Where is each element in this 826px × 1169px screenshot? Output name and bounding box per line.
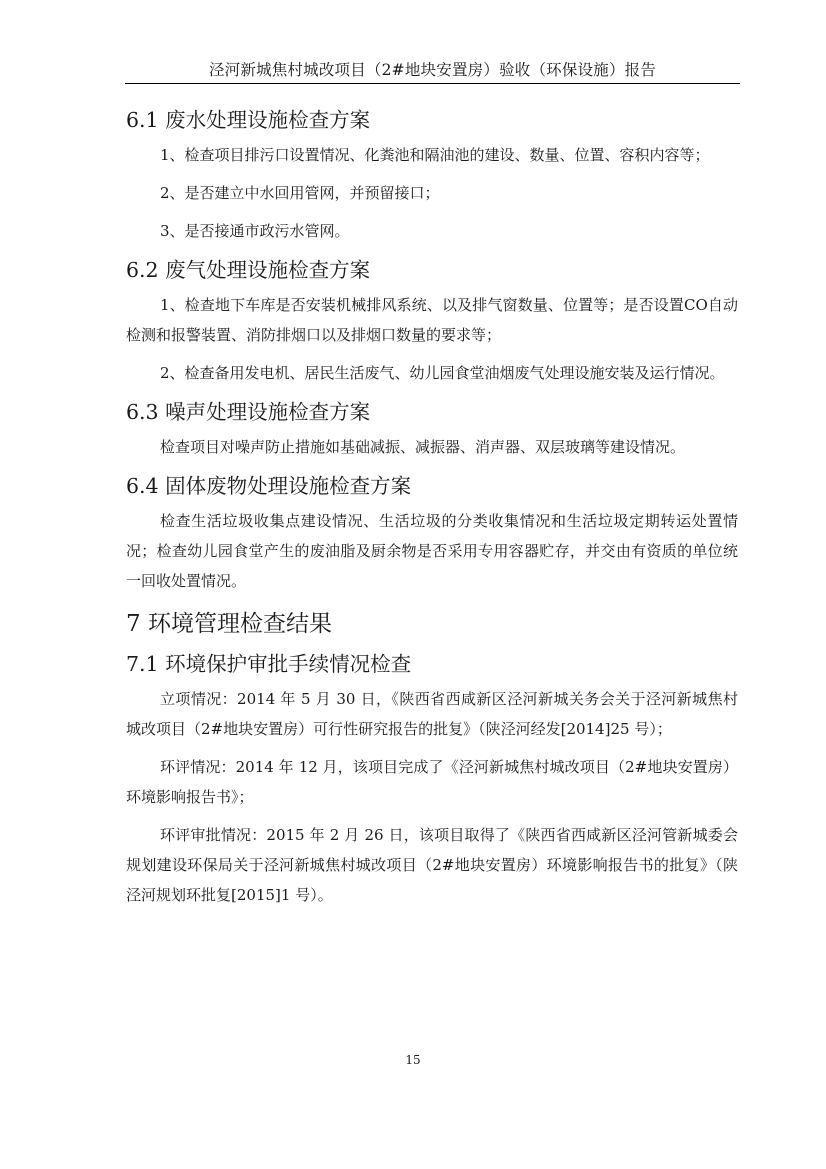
header-divider: [125, 83, 740, 84]
page-number: 15: [405, 1053, 421, 1067]
paragraph: 1、检查地下车库是否安装机械排风系统、以及排气窗数量、位置等；是否设置CO自动检测和报警装置、消防排烟口以及排烟口数量的要求等；: [126, 296, 738, 344]
paragraph: 检查项目对噪声防止措施如基础减振、减振器、消声器、双层玻璃等建设情况。: [160, 438, 686, 456]
paragraph: 3、是否接通市政污水管网。: [160, 222, 350, 240]
section-heading-6-2: 6.2 废气处理设施检查方案: [126, 258, 371, 282]
section-heading-7-1: 7.1 环境保护审批手续情况检查: [126, 652, 412, 676]
paragraph: 立项情况：2014 年 5 月 30 日，《陕西省西咸新区泾河新城关务会关于泾河新城焦村城改项目（2#地块安置房）可行性研究报告的批复》（陕泾河经发[2014]25 号）；: [126, 690, 738, 738]
section-heading-6-4: 6.4 固体废物处理设施检查方案: [126, 474, 412, 498]
paragraph: 环评审批情况：2015 年 2 月 26 日，该项目取得了《陕西省西咸新区泾河管新城委会规划建设环保局关于泾河新城焦村城改项目（2#地块安置房）环境影响报告书的批复》（陕泾河规划环批复[2015]1 号）。: [126, 826, 738, 904]
paragraph: 1、检查项目排污口设置情况、化粪池和隔油池的建设、数量、位置、容积内容等；: [160, 146, 710, 164]
paragraph: 环评情况：2014 年 12 月，该项目完成了《泾河新城焦村城改项目（2#地块安置房）环境影响报告书》；: [126, 758, 738, 806]
page-content: [126, 96, 738, 910]
chapter-heading-7: 7 环境管理检查结果: [126, 611, 332, 637]
paragraph: 检查生活垃圾收集点建设情况、生活垃圾的分类收集情况和生活垃圾定期转运处置情况；检查幼儿园食堂产生的废油脂及厨余物是否采用专用容器贮存，并交由有资质的单位统一回收处置情况。: [126, 512, 738, 590]
paragraph: 2、检查备用发电机、居民生活废气、幼儿园食堂油烟废气处理设施安装及运行情况。: [160, 364, 725, 382]
section-heading-6-1: 6.1 废水处理设施检查方案: [126, 108, 371, 132]
paragraph: 2、是否建立中水回用管网，并预留接口；: [160, 184, 440, 202]
running-header: 泾河新城焦村城改项目（2#地块安置房）验收（环保设施）报告: [208, 61, 657, 79]
section-heading-6-3: 6.3 噪声处理设施检查方案: [126, 400, 371, 424]
